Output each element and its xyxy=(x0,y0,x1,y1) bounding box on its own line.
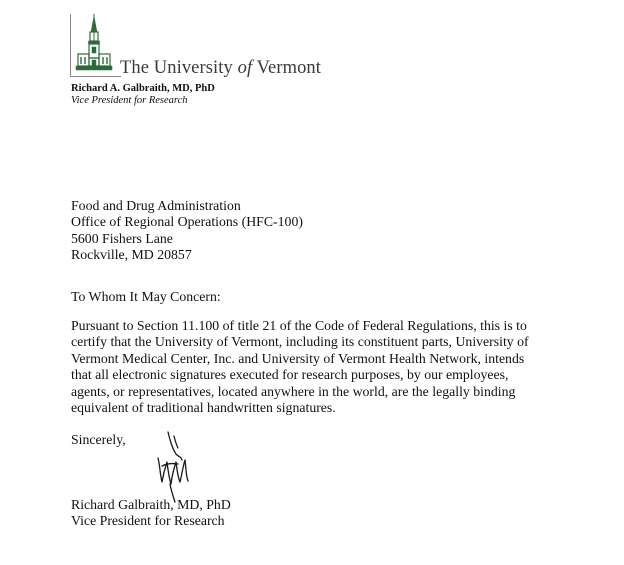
university-logo xyxy=(70,14,121,77)
address-line: Food and Drug Administration xyxy=(71,198,241,213)
salutation: To Whom It May Concern: xyxy=(71,289,221,304)
address-line: Office of Regional Operations (HFC-100) xyxy=(71,214,303,230)
sender-name: Richard A. Galbraith, MD, PhD xyxy=(71,83,215,94)
body-line: equivalent of traditional handwritten signatures. xyxy=(71,400,336,416)
body-line: agents, or representatives, located anywhere in the world, are the legally binding xyxy=(71,383,516,399)
signatory-name: Richard Galbraith, MD, PhD xyxy=(71,497,231,512)
signature-graphic xyxy=(148,426,198,506)
sender-title: Vice President for Research xyxy=(71,95,188,106)
body-line: Pursuant to Section 11.100 of title 21 of the Code of Federal Regulations, this is to xyxy=(71,318,527,333)
body-line: Vermont Medical Center, Inc. and University of Vermont Health Network, intends xyxy=(71,350,525,366)
body-line: certify that the University of Vermont, including its constituent parts, University of xyxy=(71,334,529,350)
address-line: 5600 Fishers Lane xyxy=(71,230,173,246)
signatory-title: Vice President for Research xyxy=(71,513,225,529)
closing: Sincerely, xyxy=(71,432,126,447)
signature-block xyxy=(71,497,231,530)
university-name: The University of Vermont xyxy=(120,58,322,78)
body-line: that all electronic signatures executed for research purposes, by our employees, xyxy=(71,367,509,383)
tower-logo-icon xyxy=(75,14,113,74)
body-paragraph xyxy=(71,318,529,416)
address-line: Rockville, MD 20857 xyxy=(71,247,192,263)
recipient-address xyxy=(71,198,303,264)
